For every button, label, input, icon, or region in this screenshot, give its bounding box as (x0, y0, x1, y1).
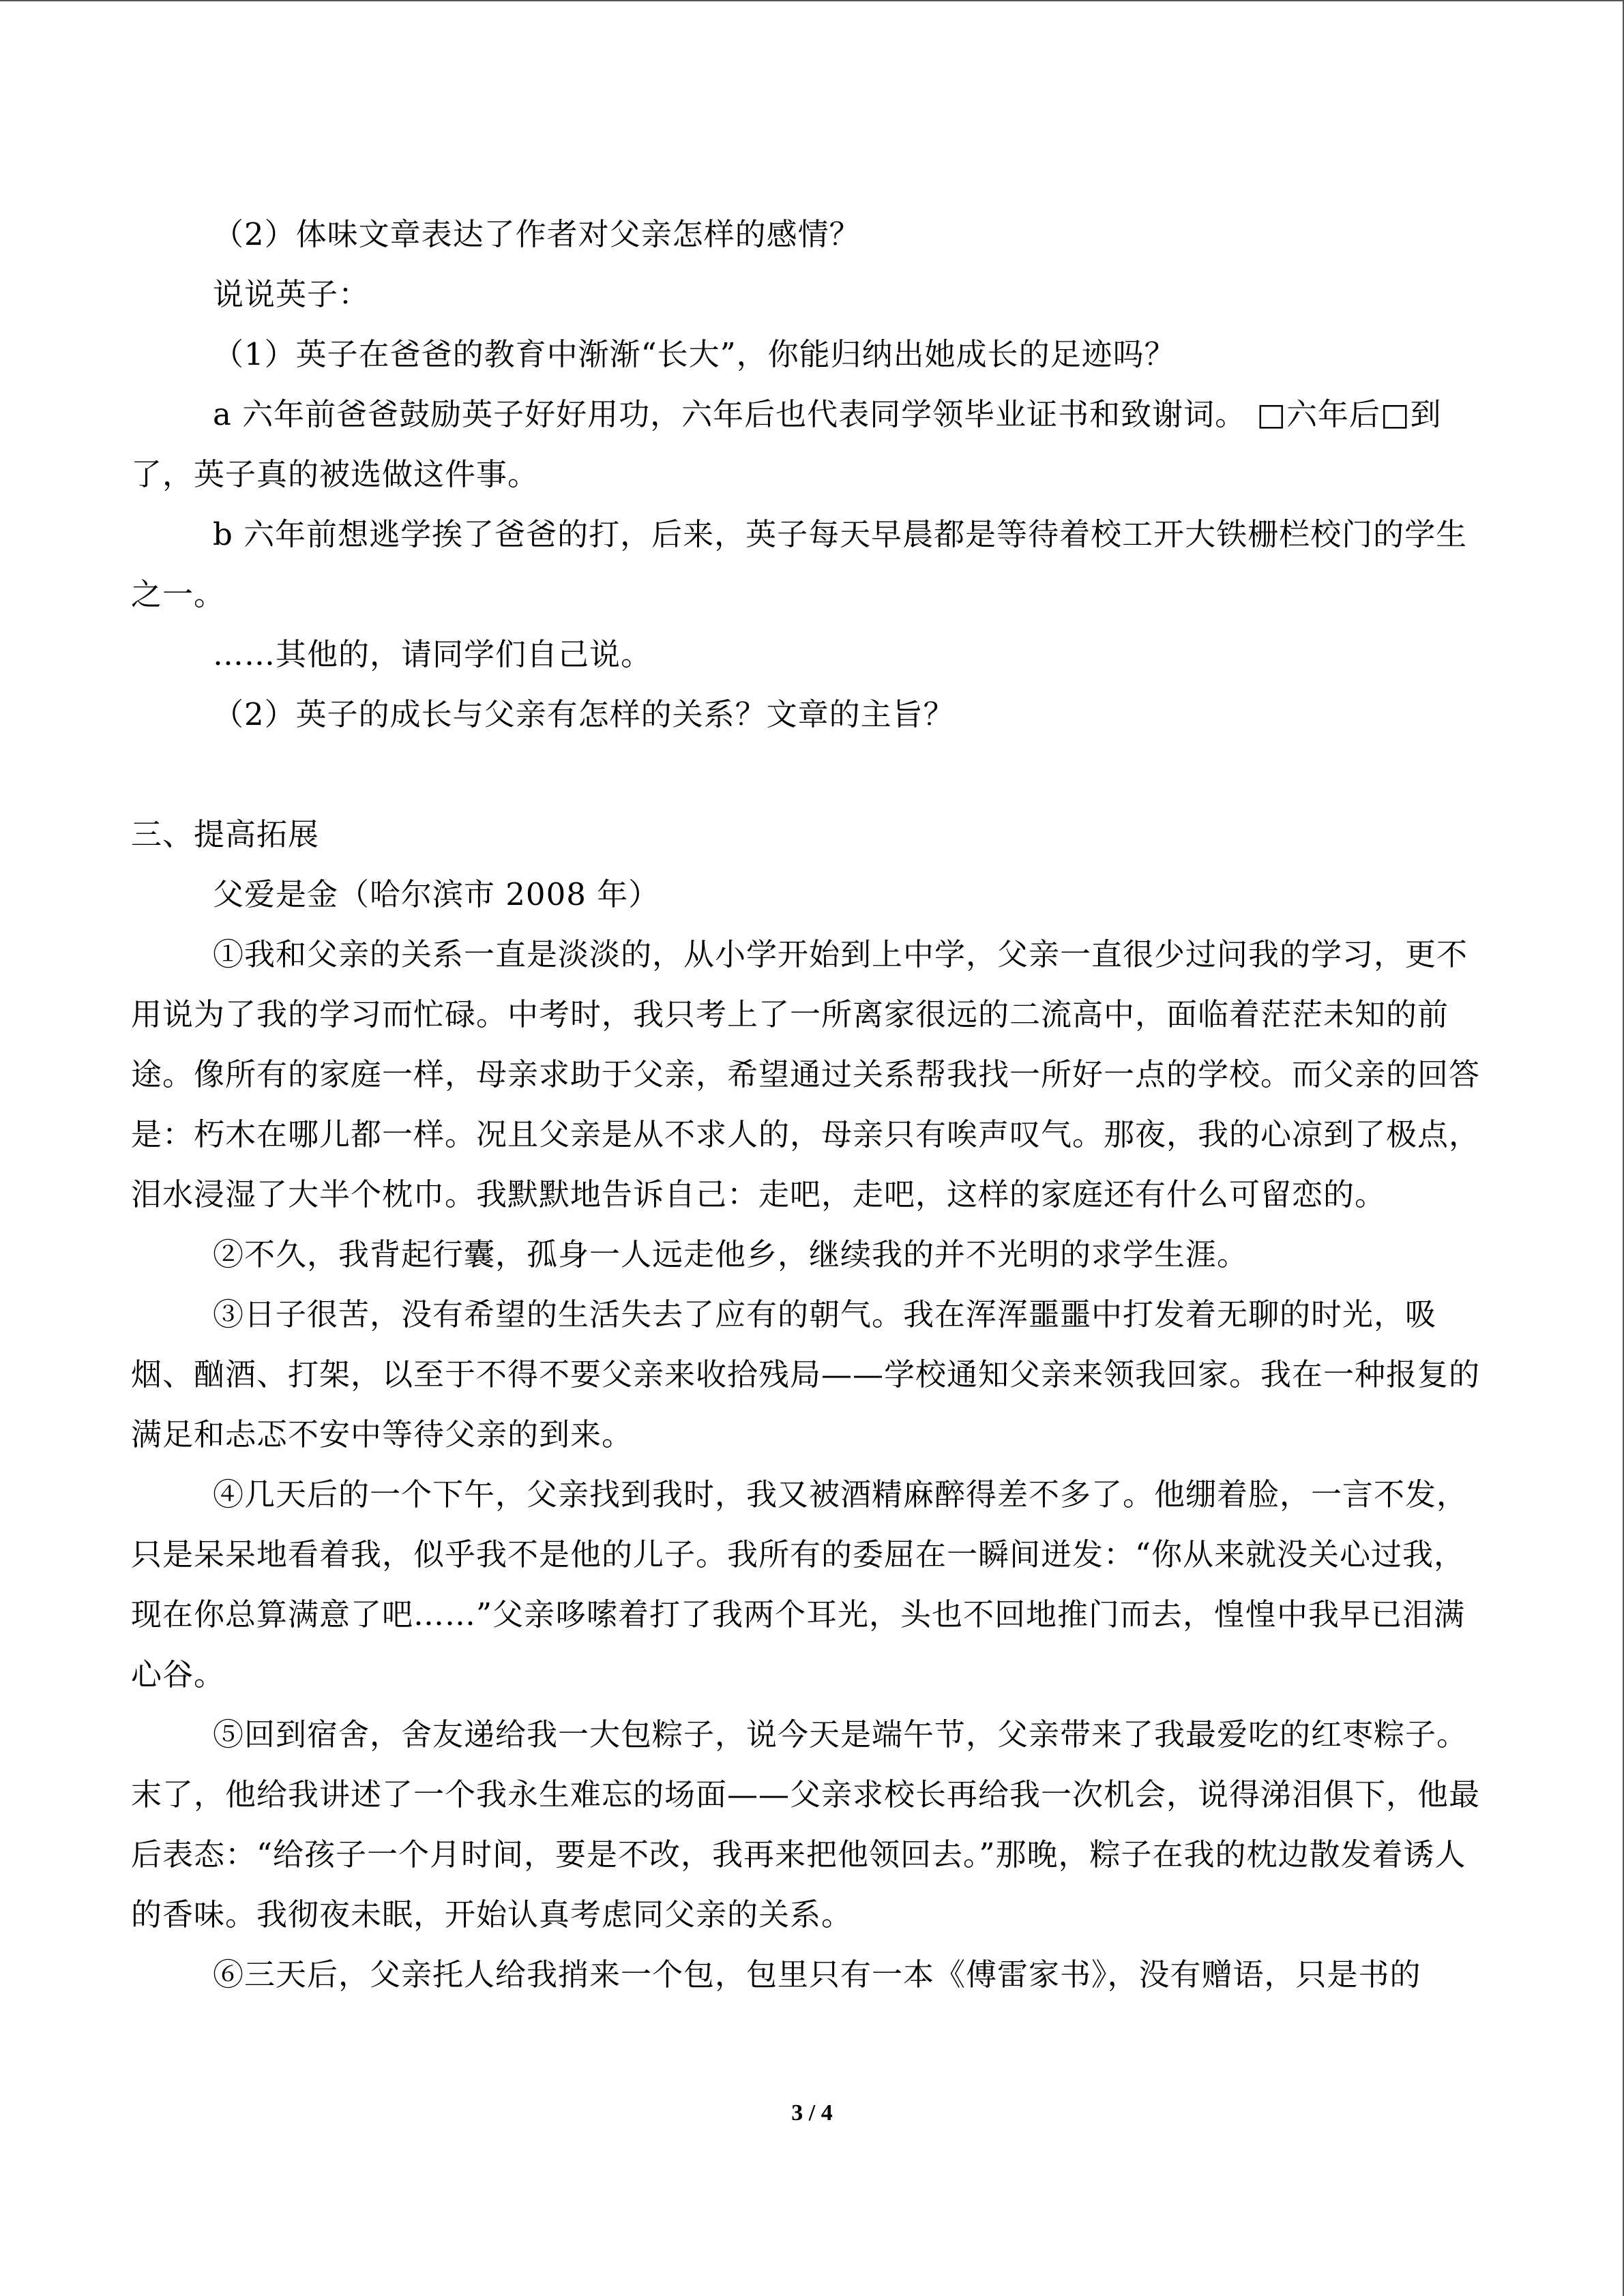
article-paragraph: ④几天后的一个下午，父亲找到我时，我又被酒精麻醉得差不多了。他绷着脸，一言不发，只是呆呆地看着我，似乎我不是他的儿子。我所有的委屈在一瞬间迸发：“你从来就没关心过我，现在你总算满意了吧……”父亲哆嗦着打了我两个耳光，头也不回地推门而去，惶惶中我早已泪满心谷。 (131, 1476, 1468, 1693)
answer-paragraph: b 六年前想逃学挨了爸爸的打，后来，英子每天早晨都是等待着校工开大铁栅栏校门的学生之一。 (131, 516, 1468, 612)
article-title: 父爱是金（哈尔滨市 2008 年） (213, 876, 660, 912)
blank-line (131, 745, 1492, 805)
article-paragraph: ③日子很苦，没有希望的生活失去了应有的朝气。我在浑浑噩噩中打发着无聊的时光，吸烟、酗酒、打架，以至于不得不要父亲来收拾残局——学校通知父亲来领我回家。我在一种报复的满足和忐忑不安中等待父亲的到来。 (131, 1296, 1481, 1452)
question-paragraph: （2）英子的成长与父亲有怎样的关系？文章的主旨？ (213, 696, 955, 732)
page-number: 3 / 4 (791, 2100, 833, 2126)
answer-paragraph: ……其他的，请同学们自己说。 (213, 636, 653, 672)
article-paragraph: ⑤回到宿舍，舍友递给我一大包粽子，说今天是端午节，父亲带来了我最爱吃的红枣粽子。末了，他给我讲述了一个我永生难忘的场面——父亲求校长再给我一次机会，说得涕泪俱下，他最后表态：“给孩子一个月时间，要是不改，我再来把他领回去。”那晚，粽子在我的枕边散发着诱人的香味。我彻夜未眠，开始认真考虑同父亲的关系。 (131, 1716, 1481, 1933)
question-paragraph: 说说英子： (213, 276, 370, 312)
question-paragraph: （2）体味文章表达了作者对父亲怎样的感情？ (213, 216, 861, 252)
section-heading: 三、提高拓展 (131, 816, 320, 852)
article-paragraph: ①我和父亲的关系一直是淡淡的，从小学开始到上中学，父亲一直很少过问我的学习，更不用说为了我的学习而忙碌。中考时，我只考上了一所离家很远的二流高中，面临着茫茫未知的前途。像所有的家庭一样，母亲求助于父亲，希望通过关系帮我找一所好一点的学校。而父亲的回答是：朽木在哪儿都一样。况且父亲是从不求人的，母亲只有唉声叹气。那夜，我的心凉到了极点，泪水浸湿了大半个枕巾。我默默地告诉自己：走吧，走吧，这样的家庭还有什么可留恋的。 (131, 936, 1481, 1212)
answer-paragraph: a 六年前爸爸鼓励英子好好用功，六年后也代表同学领毕业证书和致谢词。 □六年后□到了，英子真的被选做这件事。 (131, 396, 1442, 492)
question-paragraph: （1）英子在爸爸的教育中渐渐“长大”，你能归纳出她成长的足迹吗？ (213, 336, 1176, 372)
article-paragraph: ⑥三天后，父亲托人给我捎来一个包，包里只有一本《傅雷家书》，没有赠语，只是书的 (213, 1956, 1421, 1993)
document-body (131, 205, 1492, 2005)
article-paragraph: ②不久，我背起行囊，孤身一人远走他乡，继续我的并不光明的求学生涯。 (213, 1236, 1249, 1272)
